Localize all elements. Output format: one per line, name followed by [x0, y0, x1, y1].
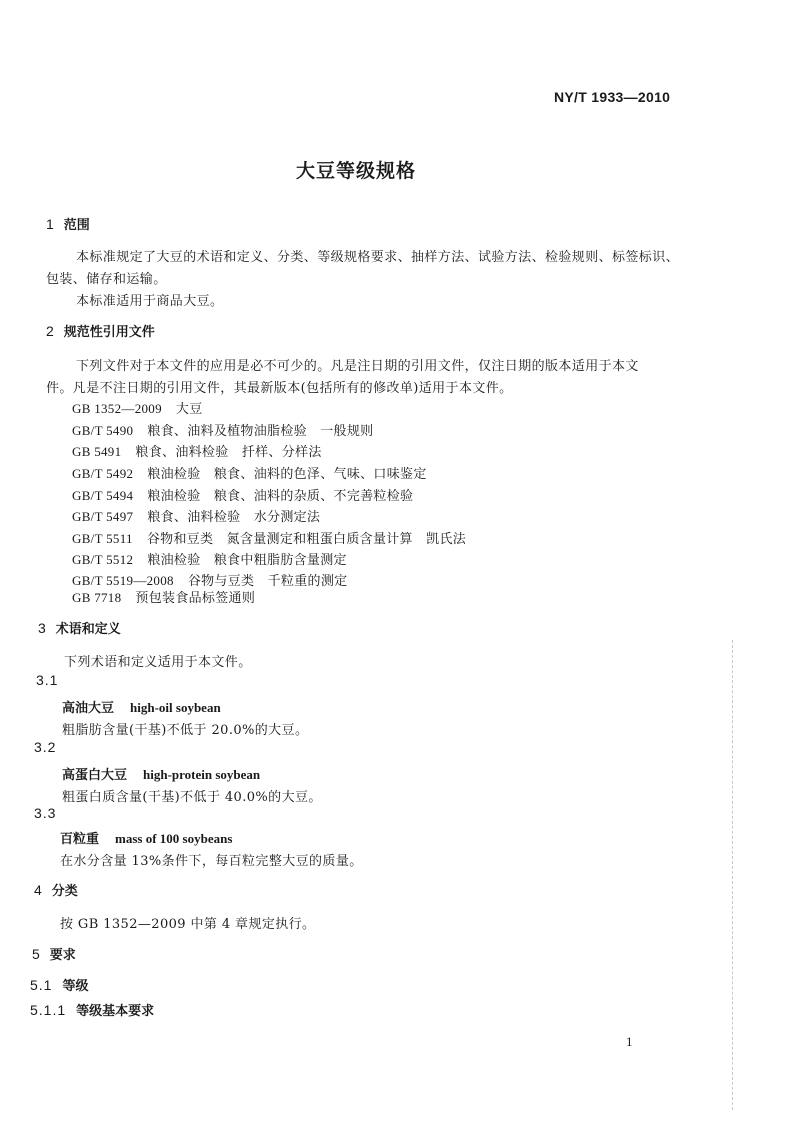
- paragraph-line: 包装、储存和运输。: [46, 272, 167, 287]
- reference-item: [72, 420, 373, 439]
- reference-item: [72, 506, 320, 525]
- section-2-heading: [46, 321, 155, 340]
- subsection-number: 5.1: [30, 977, 53, 993]
- term-number: 3.1: [36, 672, 59, 688]
- term-heading: [60, 828, 232, 847]
- term-definition: 粗脂肪含量(干基)不低于 20.0%的大豆。: [62, 723, 309, 738]
- section-4-heading: [34, 880, 78, 899]
- reference-item: [72, 441, 322, 460]
- paragraph-line: 本标准规定了大豆的术语和定义、分类、等级规格要求、抽样方法、试验方法、检验规则、标签标识、: [76, 250, 680, 265]
- reference-name: 粮食、油料及植物油脂检验 一般规则: [147, 424, 374, 439]
- section-title: 术语和定义: [55, 622, 121, 637]
- reference-item: [72, 549, 347, 568]
- reference-code: GB/T 5494: [72, 488, 134, 503]
- reference-name: 预包装食品标签通则: [135, 591, 256, 606]
- paragraph-line: 下列文件对于本文件的应用是必不可少的。凡是注日期的引用文件，仅注日期的版本适用于本文: [76, 359, 639, 374]
- section-number: 1: [46, 216, 54, 232]
- term-zh: 百粒重: [60, 832, 100, 847]
- reference-code: GB/T 5497: [72, 509, 134, 524]
- subsection-number: 5.1.1: [30, 1002, 67, 1018]
- paragraph-line: 件。凡是不注日期的引用文件，其最新版本(包括所有的修改单)适用于本文件。: [46, 381, 513, 396]
- reference-name: 粮油检验 粮食、油料的色泽、气味、口味鉴定: [147, 467, 427, 482]
- reference-code: GB/T 5511: [72, 531, 133, 546]
- section-1-heading: [46, 214, 90, 233]
- section-title: 范围: [63, 218, 90, 233]
- subsection-heading: [30, 975, 88, 994]
- section-number: 3: [38, 620, 46, 636]
- section-number: 5: [32, 946, 40, 962]
- paragraph: 下列术语和定义适用于本文件。: [64, 655, 252, 670]
- reference-code: GB 1352—2009: [72, 401, 162, 416]
- reference-name: 粮食、油料检验 扦样、分样法: [135, 445, 322, 460]
- reference-item: [72, 528, 466, 547]
- section-title: 分类: [51, 884, 78, 899]
- section-title: 规范性引用文件: [63, 325, 155, 340]
- reference-name: 大豆: [175, 402, 203, 417]
- reference-name: 粮油检验 粮食中粗脂肪含量测定: [147, 553, 347, 568]
- page-number: 1: [626, 1034, 633, 1049]
- reference-item: [72, 485, 413, 504]
- term-heading: [62, 697, 221, 716]
- reference-item: [72, 463, 427, 482]
- paragraph: 本标准适用于商品大豆。: [76, 294, 224, 309]
- term-number: 3.2: [34, 739, 57, 755]
- section-5-heading: [32, 944, 76, 963]
- reference-code: GB/T 5490: [72, 423, 134, 438]
- term-en: mass of 100 soybeans: [115, 831, 233, 846]
- section-number: 4: [34, 882, 42, 898]
- reference-item: [72, 587, 255, 606]
- page-title: 大豆等级规格: [295, 160, 416, 182]
- reference-item: [72, 398, 203, 417]
- term-definition: 粗蛋白质含量(干基)不低于 40.0%的大豆。: [62, 790, 322, 805]
- term-zh: 高蛋白大豆: [62, 768, 128, 783]
- reference-name: 谷物和豆类 氮含量测定和粗蛋白质含量计算 凯氏法: [146, 532, 467, 547]
- scan-edge-line: [732, 640, 733, 1110]
- reference-code: GB/T 5519—2008: [72, 573, 174, 588]
- paragraph: 按 GB 1352—2009 中第 4 章规定执行。: [60, 917, 316, 932]
- subsection-title: 等级: [62, 979, 89, 994]
- section-3-heading: [38, 618, 121, 637]
- document-number: NY/T 1933—2010: [554, 89, 671, 105]
- reference-name: 谷物与豆类 千粒重的测定: [187, 574, 348, 589]
- reference-name: 粮食、油料检验 水分测定法: [147, 510, 321, 525]
- term-zh: 高油大豆: [62, 701, 115, 716]
- term-number: 3.3: [34, 805, 57, 821]
- reference-code: GB/T 5492: [72, 466, 134, 481]
- term-en: high-oil soybean: [130, 700, 221, 715]
- subsection-heading: [30, 1000, 154, 1019]
- term-en: high-protein soybean: [143, 767, 261, 782]
- reference-code: GB 5491: [72, 444, 122, 459]
- section-number: 2: [46, 323, 54, 339]
- term-heading: [62, 764, 260, 783]
- reference-name: 粮油检验 粮食、油料的杂质、不完善粒检验: [147, 489, 414, 504]
- reference-code: GB/T 5512: [72, 552, 134, 567]
- term-definition: 在水分含量 13%条件下，每百粒完整大豆的质量。: [60, 854, 363, 869]
- subsection-title: 等级基本要求: [76, 1004, 155, 1019]
- reference-code: GB 7718: [72, 590, 122, 605]
- section-title: 要求: [49, 948, 76, 963]
